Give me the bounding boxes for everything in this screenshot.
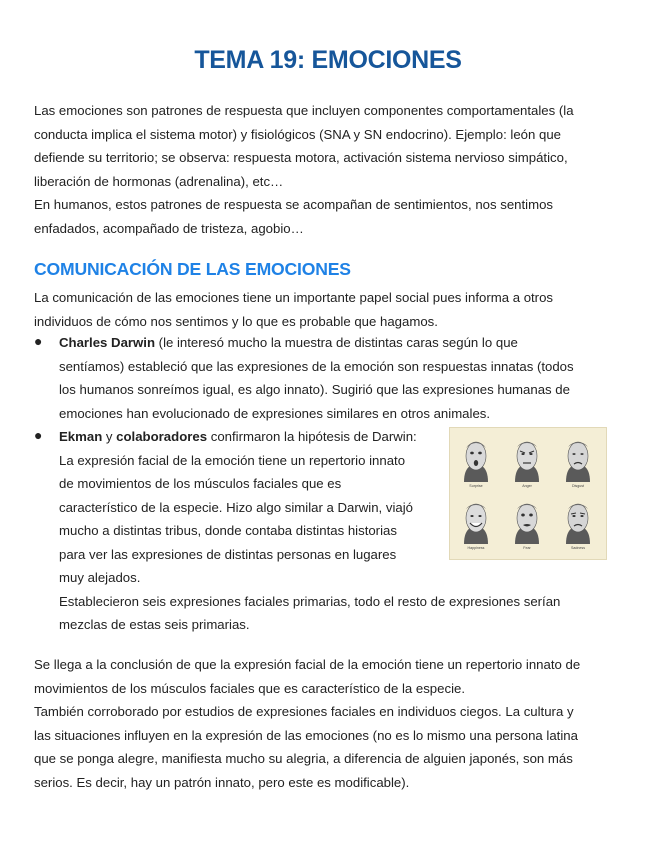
- caption-sadness: Sadness: [571, 546, 585, 550]
- ekman-line1: confirmaron la hipótesis de Darwin:: [207, 429, 417, 444]
- ekman-connector: y: [102, 429, 117, 444]
- bullet-line: Establecieron seis expresiones faciales primarias, todo el resto de expresiones serían: [59, 593, 561, 609]
- intro-line: En humanos, estos patrones de respuesta se acompañan de sentimientos, nos sentimos: [34, 197, 554, 212]
- intro-line: Las emociones son patrones de respuesta que incluyen componentes comportamentales (la: [34, 103, 574, 118]
- face-disgust-image: [562, 436, 594, 482]
- face-anger-image: [511, 436, 543, 482]
- face-sadness-image: [562, 498, 594, 544]
- face-fear-image: [511, 498, 543, 544]
- conclusion-line: Se llega a la conclusión de que la expresión facial de la emoción tiene un repertorio innato de: [34, 657, 581, 672]
- lead-line: La comunicación de las emociones tiene un importante papel social pues informa a otros: [34, 290, 554, 305]
- bullet-line: La expresión facial de la emoción tiene un repertorio innato: [59, 452, 406, 468]
- bullet-line: de movimientos de los músculos faciales que es: [59, 476, 342, 491]
- conclusion-line: las situaciones influyen en la expresión de las emociones (no es lo mismo una persona latina: [34, 727, 578, 743]
- conclusion-line: movimientos de los músculos faciales que es característico de la especie.: [34, 680, 465, 696]
- bullet-line: emociones han evolucionado de expresiones similares en otros animales.: [59, 405, 491, 421]
- caption-happiness: Happiness: [467, 546, 485, 550]
- conclusion-line: También corroborado por estudios de expresiones faciales en individuos ciegos. La cultura y: [34, 704, 574, 719]
- intro-line: enfadados, acompañado de tristeza, agobio…: [34, 220, 304, 236]
- caption-surprise: Surprise: [469, 484, 483, 488]
- bullet-line: mezclas de estas seis primarias.: [59, 617, 250, 632]
- conclusion-paragraph: [34, 653, 624, 794]
- caption-fear: Fear: [523, 546, 531, 550]
- bullet-line: característico de la especie. Hizo algo similar a Darwin, viajó: [59, 499, 414, 515]
- caption-anger: Anger: [522, 484, 532, 488]
- section-lead-paragraph: [34, 286, 624, 333]
- bullet-line: sentíamos) estableció que las expresiones de la emoción son respuestas innatas (todos: [59, 358, 574, 374]
- darwin-name: Charles Darwin: [59, 335, 156, 350]
- darwin-line1: (le interesó mucho la muestra de distintas caras según lo que: [155, 335, 518, 350]
- colaboradores-name: colaboradores: [116, 429, 208, 444]
- intro-line: liberación de hormonas (adrenalina), etc…: [34, 173, 284, 189]
- intro-paragraph: [34, 99, 624, 240]
- ekman-name: Ekman: [59, 429, 103, 444]
- conclusion-line: serios. Es decir, hay un patrón innato, pero este es modificable).: [34, 774, 410, 790]
- intro-line: defiende su territorio; se observa: respuesta motora, activación sistema nervioso simpático,: [34, 150, 568, 165]
- bullet-darwin: [59, 331, 629, 425]
- face-happiness-image: [460, 498, 492, 544]
- caption-disgust: Disgust: [572, 484, 584, 488]
- section-heading: COMUNICACIÓN DE LAS EMOCIONES: [34, 259, 351, 279]
- bullet-marker: ●: [34, 333, 43, 349]
- bullet-line: mucho a distintas tribus, donde contaba distintas historias: [59, 523, 397, 538]
- bullet-marker: ●: [34, 427, 43, 443]
- lead-line: individuos de cómo nos sentimos y lo que es probable que hagamos.: [34, 313, 438, 329]
- bullet-line: muy alejados.: [59, 570, 141, 585]
- bullet-line: [59, 331, 629, 355]
- face-surprise-image: [460, 436, 492, 482]
- bullet-line: para ver las expresiones de distintas personas en lugares: [59, 546, 397, 562]
- bullet-line: los humanos sonreímos igual, es algo innato). Sugirió que las expresiones humanas de: [59, 382, 570, 397]
- intro-line: conducta implica el sistema motor) y fisiológicos (SNA y SN endocrino). Ejemplo: león que: [34, 126, 561, 142]
- conclusion-line: que se ponga alegre, manifiesta mucho su alegria, a diferencia de alguien japonés, son más: [34, 751, 573, 766]
- facial-expressions-figure: [449, 427, 607, 560]
- page-title: TEMA 19: EMOCIONES: [194, 46, 462, 74]
